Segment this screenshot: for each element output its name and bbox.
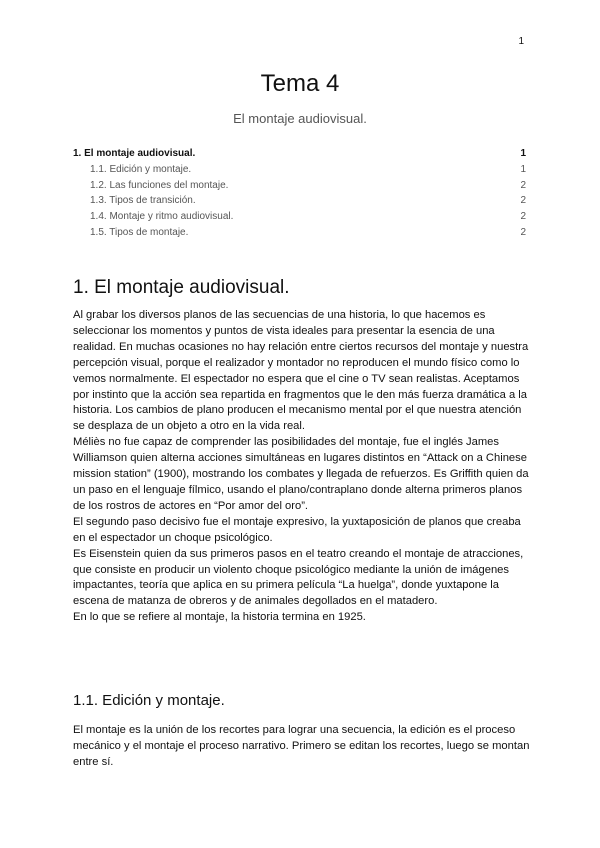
toc-entry-label: 1. El montaje audiovisual.: [73, 148, 196, 159]
toc-entry-page: 1: [520, 163, 526, 175]
table-of-contents: [73, 146, 526, 241]
section-1-body: [73, 308, 531, 626]
toc-entry-label: 1.5. Tipos de montaje.: [90, 226, 189, 238]
paragraph: En lo que se refiere al montaje, la historia termina en 1925.: [73, 611, 366, 624]
document-title: Tema 4: [260, 70, 340, 97]
paragraph: Es Eisenstein quien da sus primeros pasos en el teatro creando el montaje de atracciones, que consiste en producir un violento choque psicológico mediante la unión de imágenes impactantes, teoría que aplica en su primera película “La huelga”, donde yuxtapone la escena de matanza de obreros y de animales degollados en el matadero.: [73, 547, 524, 608]
toc-entry-page: 2: [520, 195, 526, 207]
toc-entry-1-4[interactable]: [73, 209, 526, 225]
paragraph: El montaje es la unión de los recortes para lograr una secuencia, la edición es el proceso mecánico y el montaje el proceso narrativo. Primero se editan los recortes, luego se montan entre sí.: [73, 724, 530, 768]
toc-entry-1[interactable]: [73, 146, 526, 162]
toc-entry-1-5[interactable]: [73, 225, 526, 241]
toc-entry-1-2[interactable]: [73, 178, 526, 194]
page-number: 1: [518, 36, 524, 47]
toc-entry-label: 1.1. Edición y montaje.: [90, 163, 192, 175]
toc-entry-label: 1.4. Montaje y ritmo audiovisual.: [90, 211, 234, 223]
toc-entry-label: 1.3. Tipos de transición.: [90, 195, 196, 207]
paragraph: Al grabar los diversos planos de las secuencias de una historia, lo que hacemos es seleccionar los momentos y puntos de vista ideales para presentar la esencia de una realidad. En muchas ocasiones no hay relación entre ciertos recursos del montaje y nuestra percepción visual, porque el realizador y montador no reproducen el mundo físico como lo vemos normalmente. El espectador no espera que el cine o TV sean realistas. Aceptamos por instinto que la acción sea repartida en fragmentos que le den más fuerza dramática a la historia. Los cambios de plano producen el mecanismo mental por el que nuestra atención se desplaza de un objeto a otro en la vida real.: [73, 309, 529, 433]
paragraph: Méliès no fue capaz de comprender las posibilidades del montaje, fue el inglés James Williamson quien alterna acciones simultáneas en lugares distintos en “Attack on a Chinese mission station” (1900), mostrando los combates y llegada de refuerzos. Es Griffith quien da un paso en el lenguaje fílmico, usando el plano/contraplano donde alterna primeros planos de los rostros de actores en “Por amor del oro”.: [73, 436, 529, 512]
paragraph: El segundo paso decisivo fue el montaje expresivo, la yuxtaposición de planos que creaba en el espectador un choque psicológico.: [73, 515, 521, 544]
toc-entry-page: 2: [520, 226, 526, 238]
toc-entry-1-3[interactable]: [73, 193, 526, 209]
document-subtitle: El montaje audiovisual.: [233, 111, 367, 126]
toc-entry-page: 1: [520, 148, 526, 159]
toc-entry-label: 1.2. Las funciones del montaje.: [90, 179, 229, 191]
toc-entry-page: 2: [520, 211, 526, 223]
toc-entry-page: 2: [520, 179, 526, 191]
section-1-heading: 1. El montaje audiovisual.: [73, 277, 290, 298]
toc-entry-1-1[interactable]: [73, 162, 526, 178]
section-1-1-heading: 1.1. Edición y montaje.: [73, 692, 225, 709]
section-1-1-body: [73, 723, 531, 771]
